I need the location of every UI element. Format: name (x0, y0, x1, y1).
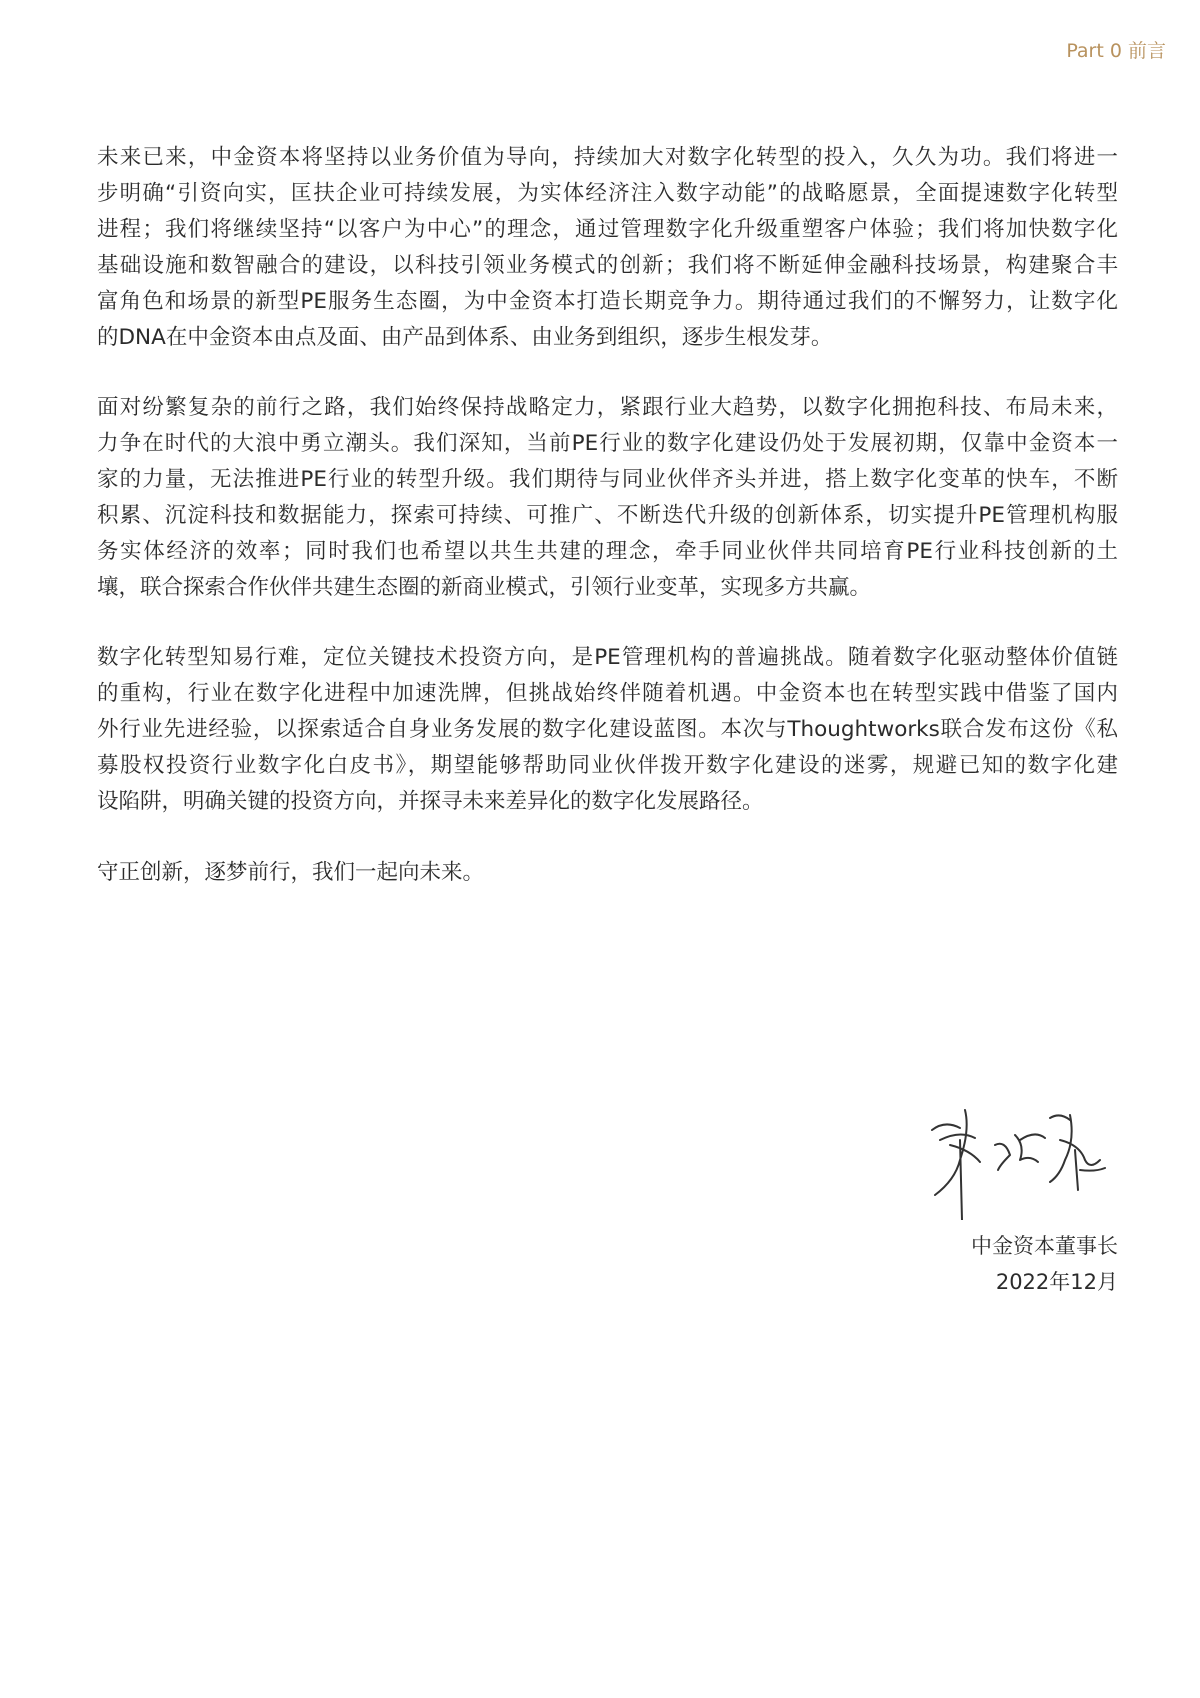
signer-title: 中金资本董事长 (971, 1234, 1118, 1258)
text-line: 富角色和场景的新型PE服务生态圈，为中金资本打造长期竞争力。期待通过我们的不懈努力，让数字化 (97, 289, 1118, 314)
text-line: 未来已来，中金资本将坚持以业务价值为导向，持续加大对数字化转型的投入，久久为功。我们将进一 (97, 145, 1118, 170)
text-line: 基础设施和数智融合的建设，以科技引领业务模式的创新；我们将不断延伸金融科技场景，构建聚合丰 (97, 253, 1118, 278)
paragraph-3 (97, 640, 1118, 820)
paragraph-4 (97, 855, 1118, 891)
text-line: 的重构，行业在数字化进程中加速洗牌，但挑战始终伴随着机遇。中金资本也在转型实践中借鉴了国内 (97, 681, 1118, 706)
paragraph-2 (97, 390, 1118, 606)
text-line: 力争在时代的大浪中勇立潮头。我们深知，当前PE行业的数字化建设仍处于发展初期，仅靠中金资本一 (97, 431, 1118, 456)
signer-date: 2022年12月 (995, 1270, 1118, 1294)
signature-image (920, 1100, 1120, 1220)
text-line: 守正创新，逐梦前行，我们一起向未来。 (97, 860, 485, 885)
text-line: 进程；我们将继续坚持“以客户为中心”的理念，通过管理数字化升级重塑客户体验；我们将加快数字化 (97, 217, 1118, 242)
text-line: 的DNA在中金资本由点及面、由产品到体系、由业务到组织，逐步生根发芽。 (97, 325, 833, 350)
signer-block (971, 1228, 1118, 1300)
text-line: 家的力量，无法推进PE行业的转型升级。我们期待与同业伙伴齐头并进，搭上数字化变革的快车，不断 (97, 467, 1118, 492)
paragraph-1 (97, 140, 1118, 356)
text-line: 数字化转型知易行难，定位关键技术投资方向，是PE管理机构的普遍挑战。随着数字化驱动整体价值链 (97, 645, 1118, 670)
text-line: 积累、沉淀科技和数据能力，探索可持续、可推广、不断迭代升级的创新体系，切实提升PE管理机构服 (97, 503, 1118, 528)
text-line: 募股权投资行业数字化白皮书》，期望能够帮助同业伙伴拨开数字化建设的迷雾，规避已知的数字化建 (97, 753, 1118, 778)
text-line: 壤，联合探索合作伙伴共建生态圈的新商业模式，引领行业变革，实现多方共赢。 (97, 575, 872, 600)
text-line: 外行业先进经验，以探索适合自身业务发展的数字化建设蓝图。本次与Thoughtworks联合发布这份《私 (97, 717, 1118, 742)
text-line: 步明确“引资向实，匡扶企业可持续发展，为实体经济注入数字动能”的战略愿景，全面提速数字化转型 (97, 181, 1118, 206)
section-header: Part 0 前言 (1066, 40, 1166, 62)
text-line: 设陷阱，明确关键的投资方向，并探寻未来差异化的数字化发展路径。 (97, 789, 764, 814)
text-line: 务实体经济的效率；同时我们也希望以共生共建的理念，牵手同业伙伴共同培育PE行业科技创新的土 (97, 539, 1118, 564)
text-line: 面对纷繁复杂的前行之路，我们始终保持战略定力，紧跟行业大趋势，以数字化拥抱科技、布局未来， (97, 395, 1118, 420)
